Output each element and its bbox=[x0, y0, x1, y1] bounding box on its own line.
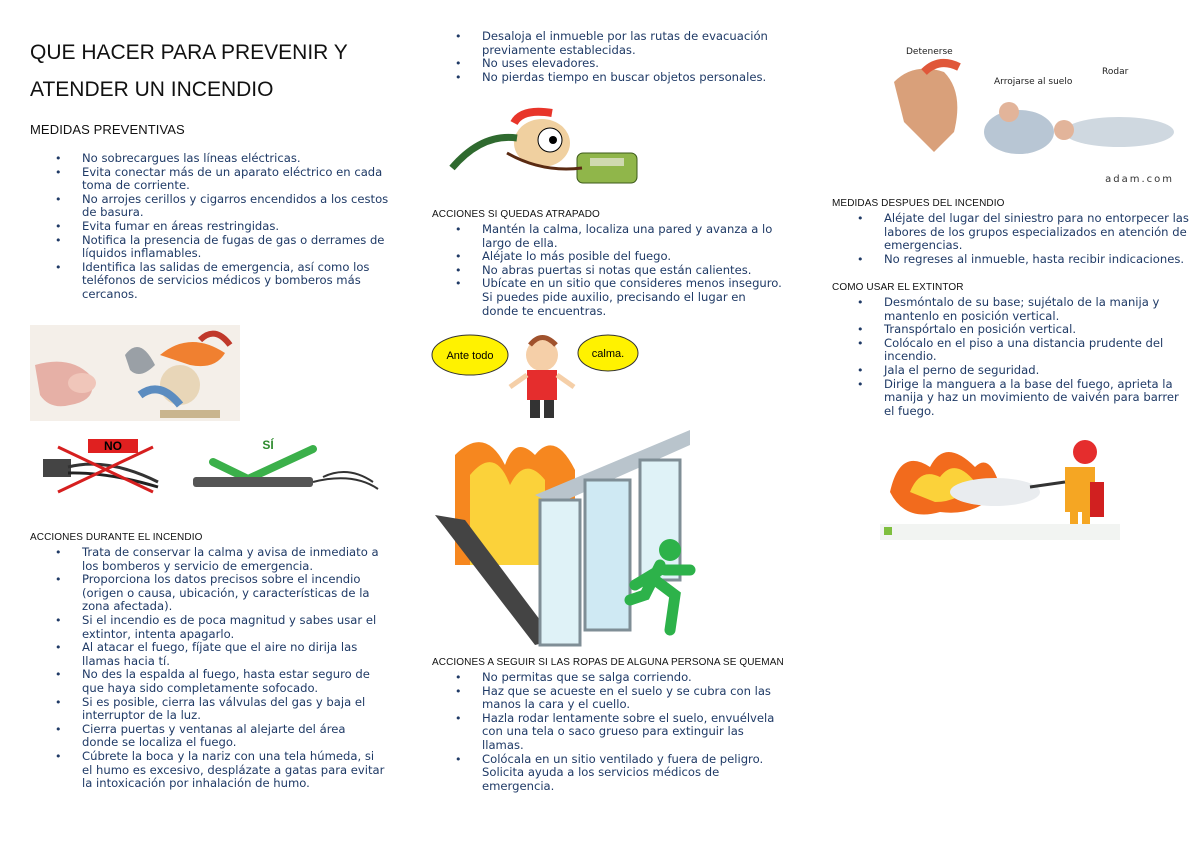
durante-item: • Proporciona los datos precisos sobre el incendio (origen o causa, ubicación, y características de la zona afectada). bbox=[55, 573, 385, 614]
preventivas-item: • Evita conectar más de un aparato eléctrico en cada toma de corriente. bbox=[55, 166, 390, 193]
fire-cartoon-image bbox=[30, 325, 240, 421]
calma-right-bubble: calma. bbox=[591, 348, 625, 360]
durante-item: • Si el incendio es de poca magnitud y sabes usar el extintor, intenta apagarlo. bbox=[55, 614, 385, 641]
extintor-heading: COMO USAR EL EXTINTOR bbox=[832, 282, 964, 293]
preventivas-item: • No arrojes cerillos y cigarros encendidos a los cestos de basura. bbox=[55, 193, 390, 220]
ropas-item: • Haz que se acueste en el suelo y se cubra con las manos la cara y el cuello. bbox=[455, 685, 785, 712]
page-title: QUE HACER PARA PREVENIR Y ATENDER UN INCENDIO bbox=[30, 41, 348, 101]
atrapado-item: • Ubícate en un sitio que consideres menos inseguro. Si puedes pide auxilio, precisando el lugar en donde te encuentras. bbox=[455, 277, 785, 318]
extintor-item: • Colócalo en el piso a una distancia prudente del incendio. bbox=[857, 337, 1190, 364]
atrapado-item: • No abras puertas si notas que están calientes. bbox=[455, 264, 785, 278]
atrapado-heading: ACCIONES SI QUEDAS ATRAPADO bbox=[432, 209, 600, 220]
rodar-label-2: Arrojarse al suelo bbox=[994, 77, 1073, 87]
despues-heading: MEDIDAS DESPUES DEL INCENDIO bbox=[832, 198, 1005, 209]
desalojo-item: • No uses elevadores. bbox=[455, 57, 785, 71]
atrapado-item: • Aléjate lo más posible del fuego. bbox=[455, 250, 785, 264]
desalojo-item: • No pierdas tiempo en buscar objetos personales. bbox=[455, 71, 785, 85]
si-label: SÍ bbox=[262, 438, 274, 452]
durante-item: • Cúbrete la boca y la nariz con una tela húmeda, si el humo es excesivo, desplázate a gatas para evitar la intoxicación por inhalación de humo. bbox=[55, 750, 385, 791]
durante-item: • Cierra puertas y ventanas al alejarte del área donde se localiza el fuego. bbox=[55, 723, 385, 750]
durante-item: • No des la espalda al fuego, hasta estar seguro de que haya sido completamente sofocado. bbox=[55, 668, 385, 695]
calma-cartoon-image bbox=[430, 325, 640, 421]
durante-heading: ACCIONES DURANTE EL INCENDIO bbox=[30, 532, 203, 543]
ropas-item: • Hazla rodar lentamente sobre el suelo, envuélvela con una tela o saco grueso para extinguir las llamas. bbox=[455, 712, 785, 753]
preventivas-list bbox=[55, 152, 390, 302]
stop-drop-roll-image bbox=[884, 42, 1184, 187]
extintor-item: • Transpórtalo en posición vertical. bbox=[857, 323, 1190, 337]
atrapado-item: • Mantén la calma, localiza una pared y avanza a lo largo de ella. bbox=[455, 223, 785, 250]
preventivas-item: • Identifica las salidas de emergencia, así como los teléfonos de servicios médicos y bomberos más cercanos. bbox=[55, 261, 390, 302]
desalojo-item: • Desaloja el inmueble por las rutas de evacuación previamente establecidas. bbox=[455, 30, 785, 57]
exit-door-image bbox=[435, 425, 700, 650]
ropas-list bbox=[455, 671, 785, 793]
preventivas-item: • Notifica la presencia de fugas de gas o derrames de líquidos inflamables. bbox=[55, 234, 390, 261]
plug-si-image bbox=[183, 437, 383, 495]
rodar-credit: adam.com bbox=[1105, 174, 1174, 185]
durante-item: • Si es posible, cierra las válvulas del gas y baja el interruptor de la luz. bbox=[55, 696, 385, 723]
preventivas-item: • Evita fumar en áreas restringidas. bbox=[55, 220, 390, 234]
rodar-label-1: Detenerse bbox=[906, 47, 953, 57]
despues-item: • No regreses al inmueble, hasta recibir indicaciones. bbox=[857, 253, 1190, 267]
extintor-item: • Jala el perno de seguridad. bbox=[857, 364, 1190, 378]
preventivas-heading: MEDIDAS PREVENTIVAS bbox=[30, 122, 185, 137]
calma-left-bubble: Ante todo bbox=[446, 350, 494, 362]
ropas-item: • Colócala en un sitio ventilado y fuera de peligro. Solicita ayuda a los servicios médicos de emergencia. bbox=[455, 753, 785, 794]
preventivas-item: • No sobrecargues las líneas eléctricas. bbox=[55, 152, 390, 166]
despues-list bbox=[857, 212, 1190, 266]
extintor-list bbox=[857, 296, 1190, 418]
extintor-image bbox=[880, 432, 1120, 540]
rodar-label-3: Rodar bbox=[1102, 67, 1129, 77]
extintor-item: • Dirige la manguera a la base del fuego, aprieta la manija y haz un movimiento de vaivén para barrer el fuego. bbox=[857, 378, 1190, 419]
durante-list bbox=[55, 546, 385, 791]
durante-item: • Trata de conservar la calma y avisa de inmediato a los bomberos y servicio de emergencia. bbox=[55, 546, 385, 573]
no-label: NO bbox=[104, 439, 122, 453]
desalojo-list bbox=[455, 30, 785, 84]
ropas-heading: ACCIONES A SEGUIR SI LAS ROPAS DE ALGUNA PERSONA SE QUEMAN bbox=[432, 657, 784, 668]
extintor-item: • Desmóntalo de su base; sujétalo de la manija y mantenlo en posición vertical. bbox=[857, 296, 1190, 323]
ropas-item: • No permitas que se salga corriendo. bbox=[455, 671, 785, 685]
atrapado-list bbox=[455, 223, 785, 318]
plug-no-image bbox=[38, 437, 168, 495]
despues-item: • Aléjate del lugar del siniestro para no entorpecer las labores de los grupos especializados en atención de emergencias. bbox=[857, 212, 1190, 253]
phone-cartoon-image bbox=[432, 98, 642, 193]
durante-item: • Al atacar el fuego, fíjate que el aire no dirija las llamas hacia tí. bbox=[55, 641, 385, 668]
